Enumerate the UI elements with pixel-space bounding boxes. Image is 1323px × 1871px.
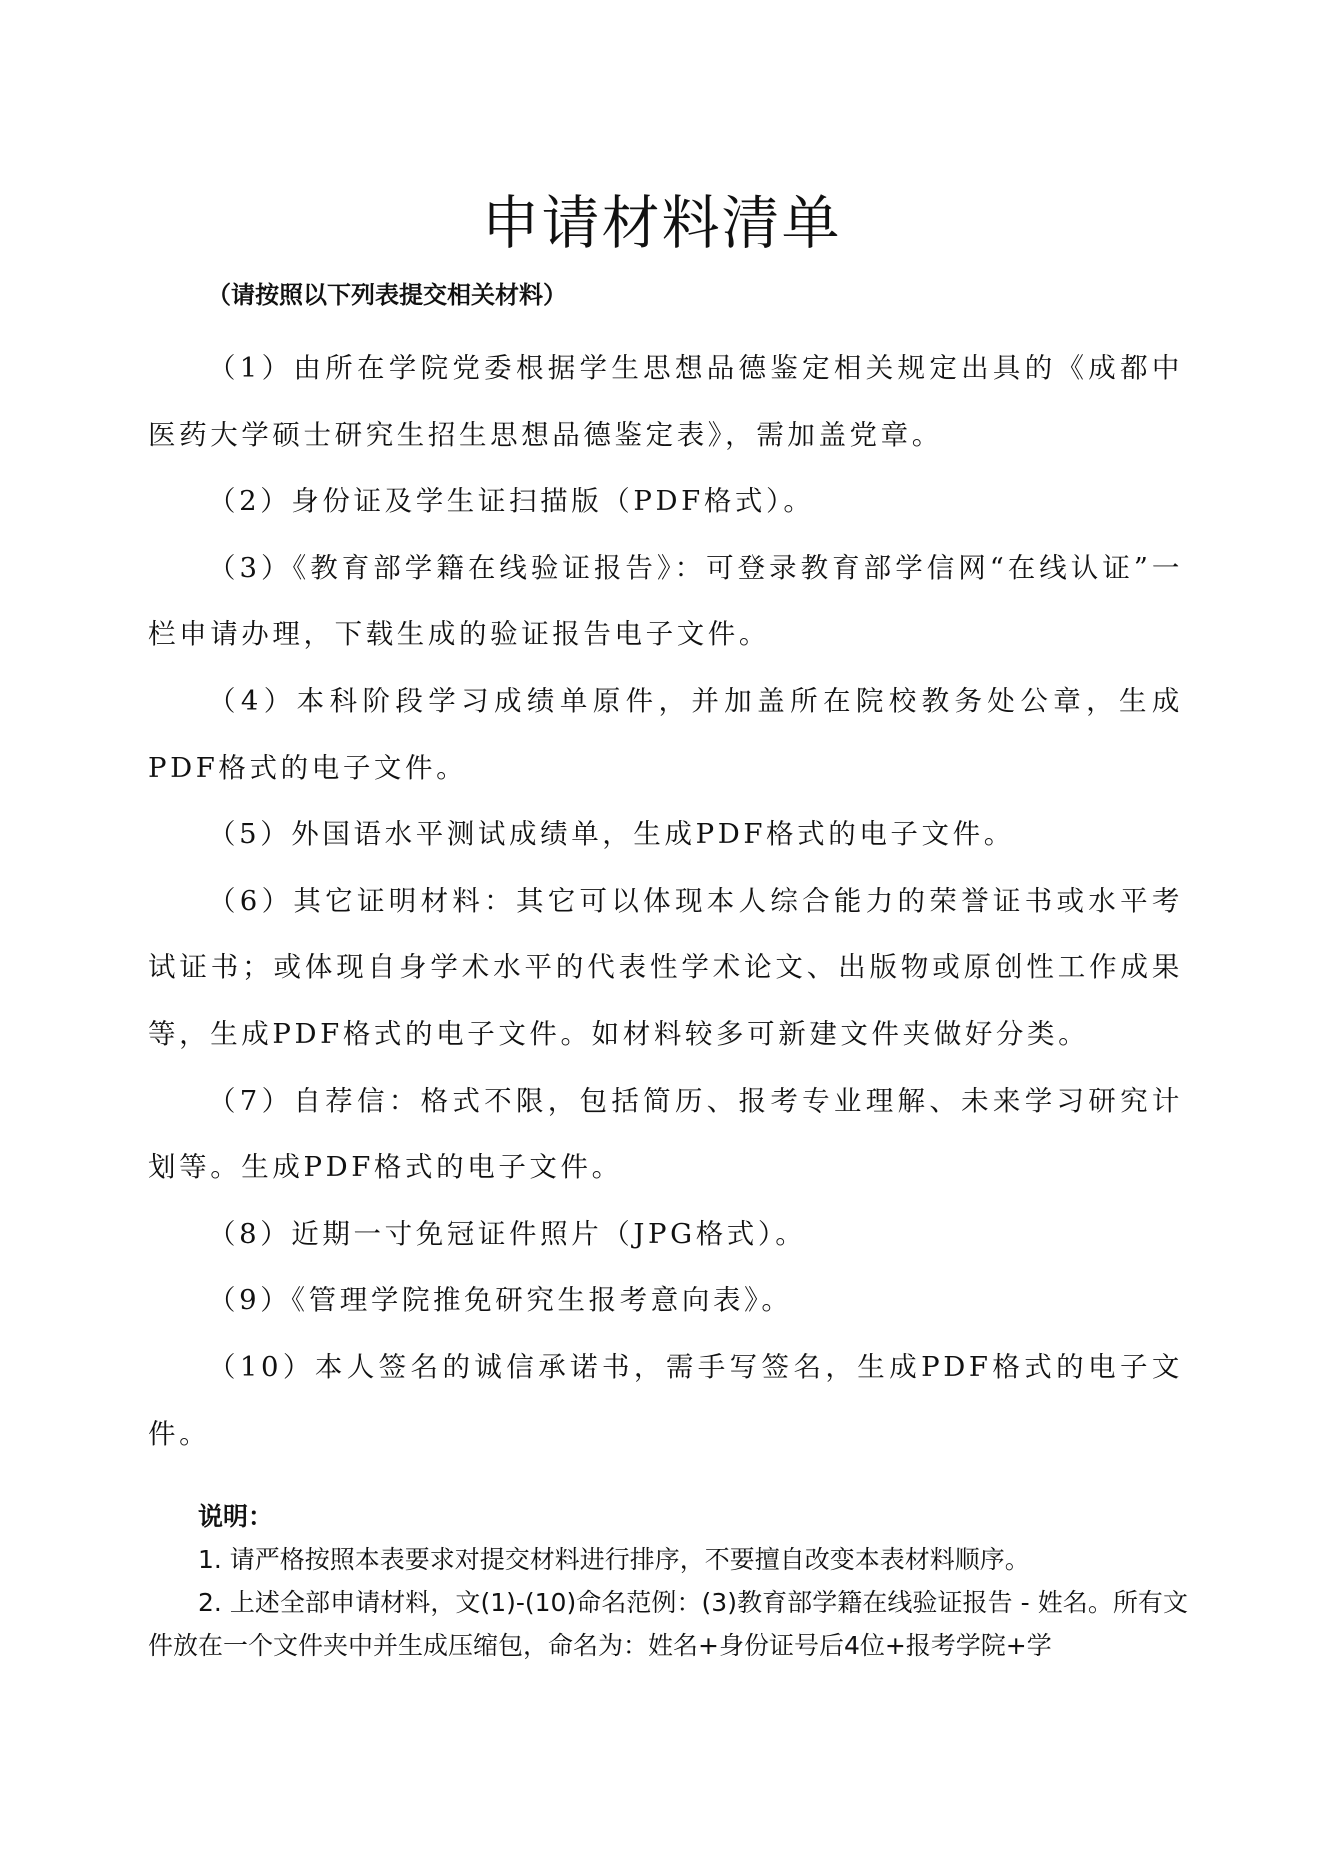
- material-item-10: （10）本人签名的诚信承诺书，需手写签名，生成PDF格式的电子文件。: [148, 1350, 1183, 1450]
- material-item-1: （1）由所在学院党委根据学生思想品德鉴定相关规定出具的《成都中医药大学硕士研究生招生思想品德鉴定表》，需加盖党章。: [148, 352, 1183, 451]
- material-item-3: （3）《教育部学籍在线验证报告》：可登录教育部学信网“在线认证”一栏申请办理，下载生成的验证报告电子文件。: [148, 551, 1183, 651]
- material-item-4: （4）本科阶段学习成绩单原件，并加盖所在院校教务处公章，生成PDF格式的电子文件。: [148, 684, 1183, 784]
- material-item-7: （7）自荐信：格式不限，包括简历、报考专业理解、未来学习研究计划等。生成PDF格式的电子文件。: [148, 1084, 1183, 1184]
- material-item-9: （9）《管理学院推免研究生报考意向表》。: [208, 1284, 793, 1317]
- material-item-2: （2）身份证及学生证扫描版（PDF格式）。: [208, 485, 815, 518]
- notes-heading: 说明：: [198, 1502, 274, 1531]
- material-item-5: （5）外国语水平测试成绩单，生成PDF格式的电子文件。: [208, 818, 1015, 851]
- material-item-8: （8）近期一寸免冠证件照片（JPG格式）。: [208, 1217, 807, 1250]
- note-2: 2. 上述全部申请材料，文(1)-(10)命名范例：(3)教育部学籍在线验证报告 - 姓名。所有文件放在一个文件夹中并生成压缩包，命名为：姓名+身份证号后4位+报考学院+学: [148, 1588, 1188, 1660]
- material-item-6: （6）其它证明材料：其它可以体现本人综合能力的荣誉证书或水平考试证书；或体现自身学术水平的代表性学术论文、出版物或原创性工作成果等，生成PDF格式的电子文件。如材料较多可新建文件夹做好分类。: [148, 884, 1183, 1050]
- note-1: 1. 请严格按照本表要求对提交材料进行排序，不要擅自改变本表材料顺序。: [198, 1545, 1030, 1574]
- page-title: 申请材料清单: [481, 189, 842, 257]
- page-subtitle: （请按照以下列表提交相关材料）: [207, 281, 567, 309]
- materials-list: [148, 335, 1183, 1467]
- notes-section: [148, 1495, 1188, 1667]
